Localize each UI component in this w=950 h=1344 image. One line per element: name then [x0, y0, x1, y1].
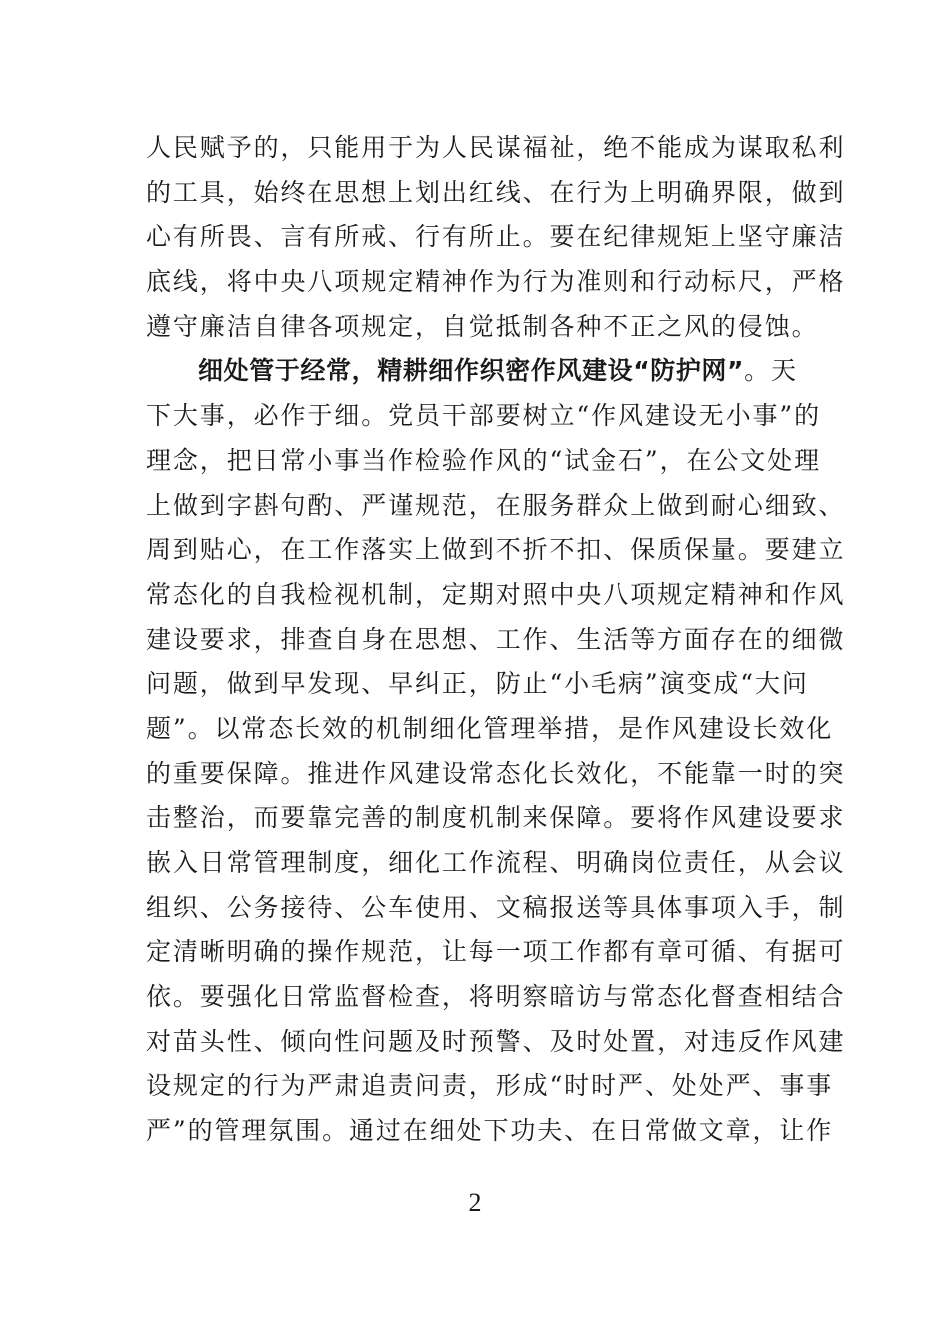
text-line: 理念，把日常小事当作检验作风的“试金石”，在公文处理	[146, 445, 821, 475]
text-line: 问题，做到早发现、早纠正，防止“小毛病”演变成“大问	[146, 669, 809, 699]
text-line: 的重要保障。推进作风建设常态化长效化，不能靠一时的突	[146, 758, 846, 788]
text-line: 组织、公务接待、公车使用、文稿报送等具体事项入手，制	[146, 892, 846, 922]
text-line: 常态化的自我检视机制，定期对照中央八项规定精神和作风	[146, 579, 846, 609]
document-body	[146, 126, 846, 1154]
text-line: 遵守廉洁自律各项规定，自觉抵制各种不正之风的侵蚀。	[146, 311, 819, 341]
text-line: 心有所畏、言有所戒、行有所止。要在纪律规矩上坚守廉洁	[146, 222, 846, 252]
text-line: 下大事，必作于细。党员干部要树立“作风建设无小事”的	[146, 401, 821, 431]
text-line: 底线，将中央八项规定精神作为行为准则和行动标尺，严格	[146, 267, 846, 297]
page-number: 2	[468, 1188, 482, 1217]
text-line: 上做到字斟句酌、严谨规范，在服务群众上做到耐心细致、	[146, 490, 846, 520]
text-line: 击整治，而要靠完善的制度机制来保障。要将作风建设要求	[146, 803, 846, 833]
heading-trailing-text: 。天	[744, 356, 798, 386]
text-line: 对苗头性、倾向性问题及时预警、及时处置，对违反作风建	[146, 1026, 846, 1056]
paragraph-heading: 细处管于经常，精耕细作织密作风建设“防护网”	[198, 356, 745, 386]
text-line: 的工具，始终在思想上划出红线、在行为上明确界限，做到	[146, 177, 846, 207]
text-line: 严”的管理氛围。通过在细处下功夫、在日常做文章，让作	[146, 1116, 834, 1146]
text-line: 设规定的行为严肃追责问责，形成“时时严、处处严、事事	[146, 1071, 834, 1101]
text-line: 题”。以常态长效的机制细化管理举措，是作风建设长效化	[146, 713, 834, 743]
paragraph-heading-line	[146, 349, 818, 394]
text-line: 周到贴心，在工作落实上做到不折不扣、保质保量。要建立	[146, 535, 846, 565]
text-line: 嵌入日常管理制度，细化工作流程、明确岗位责任，从会议	[146, 848, 846, 877]
text-line: 人民赋予的，只能用于为人民谋福祉，绝不能成为谋取私利	[146, 133, 846, 162]
text-line: 建设要求，排查自身在思想、工作、生活等方面存在的细微	[146, 624, 846, 654]
text-line: 定清晰明确的操作规范，让每一项工作都有章可循、有据可	[146, 937, 846, 967]
text-line: 依。要强化日常监督检查，将明察暗访与常态化督查相结合	[146, 982, 846, 1012]
